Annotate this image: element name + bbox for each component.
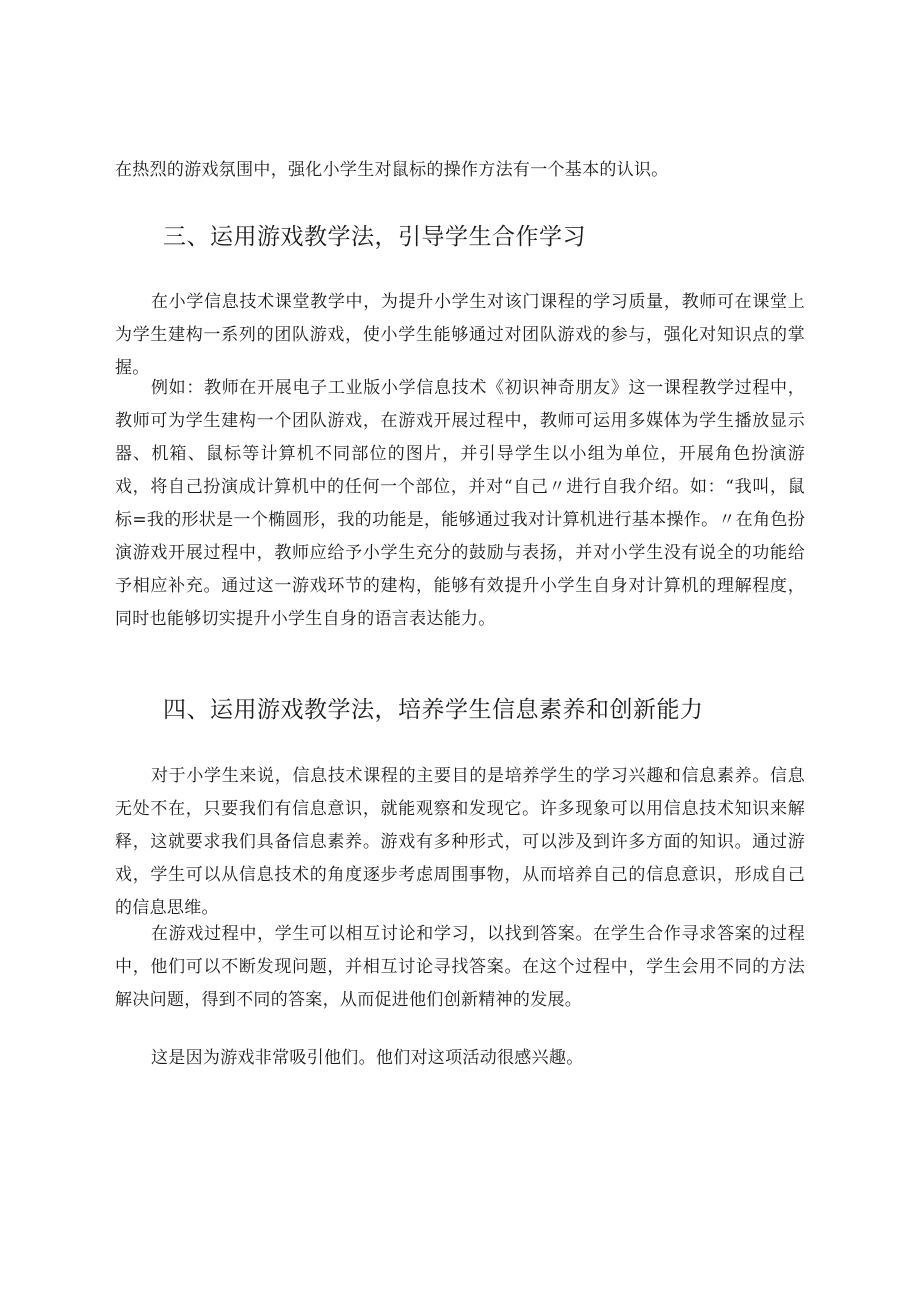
section-3-heading: 三、运用游戏教学法，引导学生合作学习 [163,224,586,250]
section-4-paragraph-2: 在游戏过程中，学生可以相互讨论和学习，以找到答案。在学生合作寻求答案的过程中，他们可以不断发现问题，并相互讨论寻找答案。在这个过程中，学生会用不同的方法解决问题，得到不同的答案，从而促进他们创新精神的发展。 [115,924,805,1010]
continuation-paragraph: 在热烈的游戏氛围中，强化小学生对鼠标的操作方法有一个基本的认识。 [115,160,669,180]
section-3-paragraph-2: 例如：教师在开展电子工业版小学信息技术《初识神奇朋友》这一课程教学过程中，教师可为学生建构一个团队游戏，在游戏开展过程中，教师可运用多媒体为学生播放显示器、机箱、鼠标等计算机不同部位的图片，并引导学生以小组为单位，开展角色扮演游戏，将自己扮演成计算机中的任何一个部位，并对“自己〃进行自我介绍。如：“我叫，鼠标=我的形状是一个椭圆形，我的功能是，能够通过我对计算机进行基本操作。〃在角色扮演游戏开展过程中，教师应给予小学生充分的鼓励与表扬，并对小学生没有说全的功能给予相应补充。通过这一游戏环节的建构，能够有效提升小学生自身对计算机的理解程度，同时也能够切实提升小学生自身的语言表达能力。 [115,378,805,629]
section-4-heading: 四、运用游戏教学法，培养学生信息素养和创新能力 [163,697,704,723]
section-4-paragraph-1: 对于小学生来说，信息技术课程的主要目的是培养学生的学习兴趣和信息素养。信息无处不在，只要我们有信息意识，就能观察和发现它。许多现象可以用信息技术知识来解释，这就要求我们具备信息素养。游戏有多种形式，可以涉及到许多方面的知识。通过游戏，学生可以从信息技术的角度逐步考虑周围事物，从而培养自己的信息意识，形成自己的信息思维。 [115,766,805,918]
section-3-paragraph-1: 在小学信息技术课堂教学中，为提升小学生对该门课程的学习质量，教师可在课堂上为学生建构一系列的团队游戏，使小学生能够通过对团队游戏的参与，强化对知识点的掌握。 [115,292,805,378]
section-4-paragraph-3: 这是因为游戏非常吸引他们。他们对这项活动很感兴趣。 [151,1048,584,1068]
